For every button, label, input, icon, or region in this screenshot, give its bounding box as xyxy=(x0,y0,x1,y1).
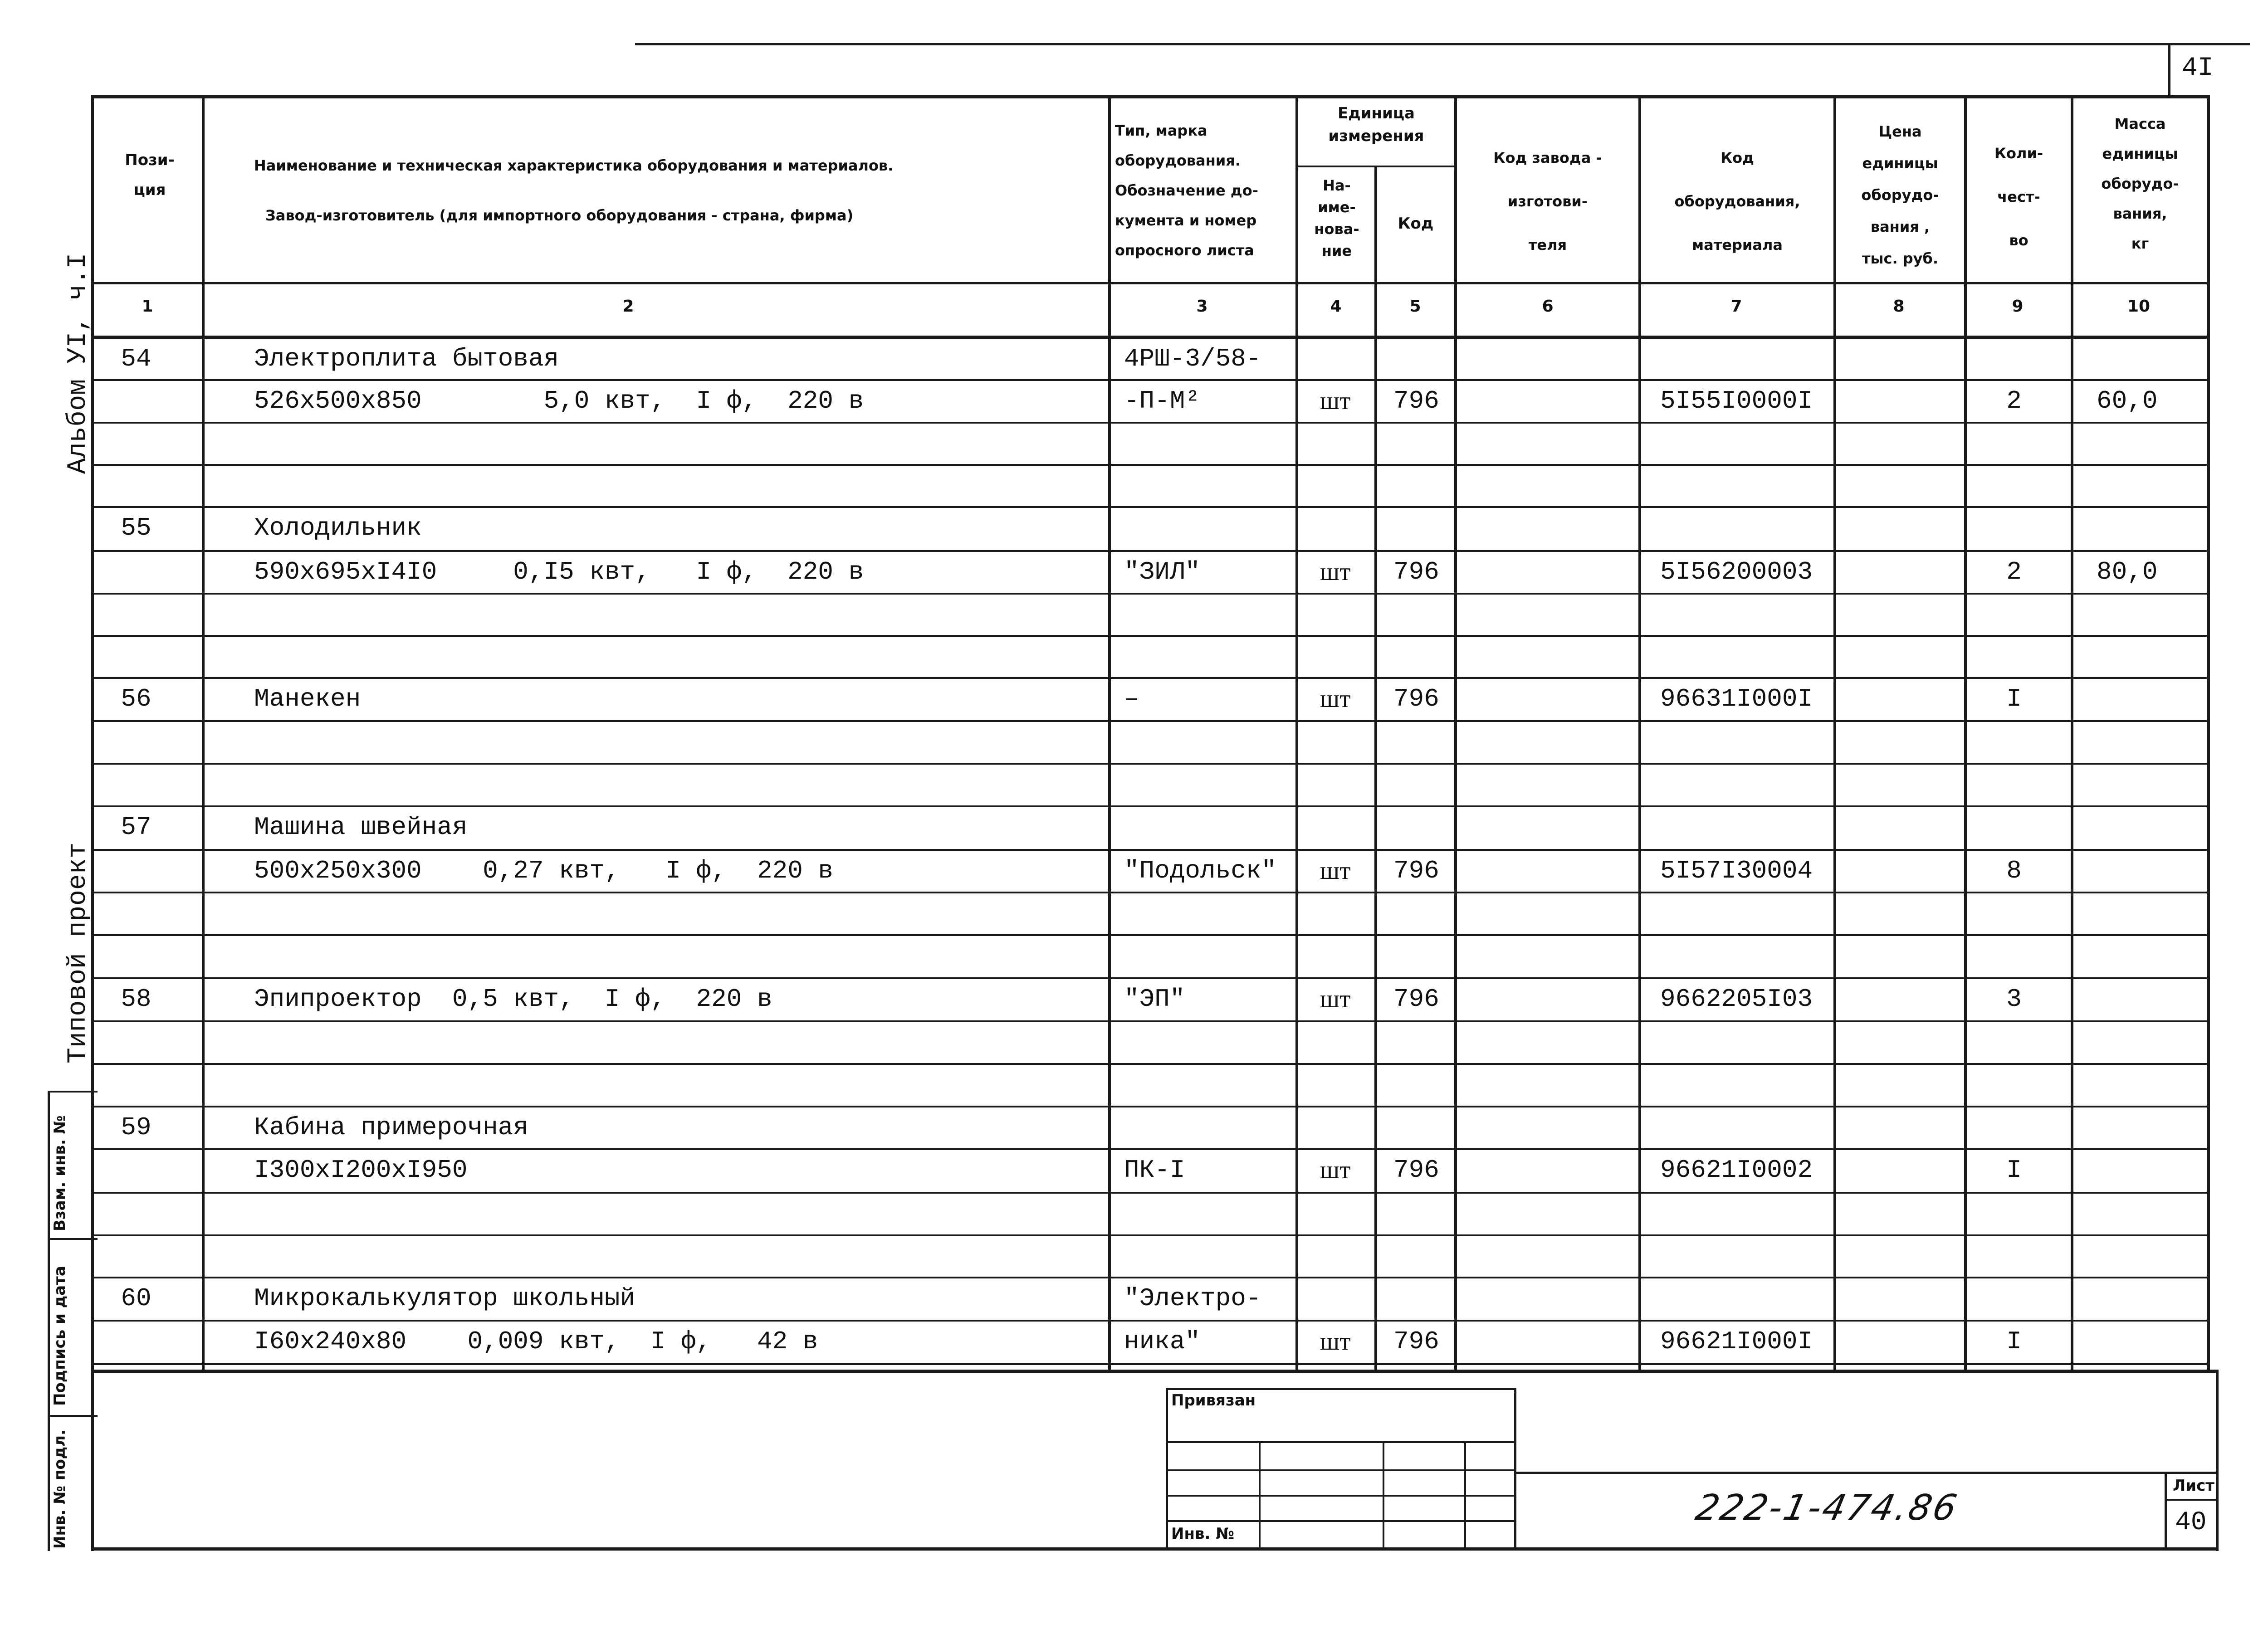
type-cell: ника" xyxy=(1124,1327,1201,1356)
name-cell: Эпипроектор 0,5 квт, I ф, 220 в xyxy=(254,985,772,1014)
header-unit-code: Код xyxy=(1398,215,1434,233)
header-price: Цена единицы оборудо- вания , тыс. руб. xyxy=(1861,123,1939,267)
unit-name-cell: шт xyxy=(1320,558,1351,586)
position-cell: 59 xyxy=(121,1113,152,1142)
quantity-cell: I xyxy=(2006,1156,2022,1185)
unit-name-cell: шт xyxy=(1320,857,1351,885)
unit-name-cell: шт xyxy=(1320,1156,1351,1184)
type-cell: ПК-I xyxy=(1124,1156,1185,1185)
position-cell: 56 xyxy=(121,684,152,713)
sheet-number: 40 xyxy=(2175,1508,2207,1537)
equipment-code-cell: 5I57I30004 xyxy=(1660,856,1813,885)
album-label: Альбом УI, ч.I xyxy=(64,253,93,474)
name-cell: Манекен xyxy=(254,684,361,713)
quantity-cell: I xyxy=(2006,1327,2022,1356)
type-cell: – xyxy=(1124,684,1139,713)
equipment-code-cell: 96621I0002 xyxy=(1660,1156,1813,1185)
equipment-code-cell: 5I55I0000I xyxy=(1660,386,1813,415)
name-cell: 526х500х850 5,0 квт, I ф, 220 в xyxy=(254,386,864,415)
type-cell: "Электро- xyxy=(1124,1284,1261,1313)
project-label: Типовой проект xyxy=(64,842,93,1063)
position-cell: 57 xyxy=(121,813,152,842)
header-type: Тип, марка оборудования. Обозначение до- кумента и номер опросного листа xyxy=(1115,122,1258,259)
name-cell: Машина швейная xyxy=(254,813,468,842)
quantity-cell: 8 xyxy=(2006,856,2022,885)
equipment-code-cell: 5I56200003 xyxy=(1660,557,1813,586)
unit-code-cell: 796 xyxy=(1393,856,1439,885)
unit-name-cell: шт xyxy=(1320,387,1351,415)
mass-cell: 80,0 xyxy=(2097,557,2158,586)
unit-code-cell: 796 xyxy=(1393,557,1439,586)
type-cell: 4РШ-3/58- xyxy=(1124,344,1261,373)
unit-name-cell: шт xyxy=(1320,985,1351,1013)
unit-name-cell: шт xyxy=(1320,1327,1351,1356)
sheet-label: Лист xyxy=(2173,1477,2214,1495)
header-equipment-code: Код оборудования, материала xyxy=(1674,149,1800,254)
quantity-cell: 2 xyxy=(2006,557,2022,586)
header-name: Наименование и техническая характеристика оборудования и материалов. Завод-изготовитель (для импортного оборудования - страна, фирма) xyxy=(254,157,894,224)
name-cell: 590х695хI4I0 0,I5 квт, I ф, 220 в xyxy=(254,557,864,586)
header-quantity: Коли- чест- во xyxy=(1994,145,2043,249)
inventory-number-label: Инв. № xyxy=(1171,1525,1235,1543)
name-cell: 500х250х300 0,27 квт, I ф, 220 в xyxy=(254,856,834,885)
unit-code-cell: 796 xyxy=(1393,1156,1439,1185)
unit-name-cell: шт xyxy=(1320,685,1351,713)
unit-code-cell: 796 xyxy=(1393,985,1439,1014)
quantity-cell: 3 xyxy=(2006,985,2022,1014)
unit-code-cell: 796 xyxy=(1393,386,1439,415)
bound-label: Привязан xyxy=(1171,1391,1256,1410)
unit-code-cell: 796 xyxy=(1393,684,1439,713)
type-cell: "ЗИЛ" xyxy=(1124,557,1201,586)
name-cell: Холодильник xyxy=(254,513,422,542)
name-cell: Микрокалькулятор школьный xyxy=(254,1284,635,1313)
equipment-code-cell: 9662205I03 xyxy=(1660,985,1813,1014)
name-cell: I60х240х80 0,009 квт, I ф, 42 в xyxy=(254,1327,818,1356)
header-unit-group: Единица измерения xyxy=(1328,104,1424,145)
type-cell: -П-М² xyxy=(1124,386,1201,415)
document-number: 222-1-474.86 xyxy=(1692,1488,1962,1528)
position-cell: 55 xyxy=(121,513,152,542)
position-cell: 58 xyxy=(121,985,152,1014)
quantity-cell: I xyxy=(2006,684,2022,713)
replaced-inventory-label: Взам. инв. № xyxy=(51,1115,69,1231)
quantity-cell: 2 xyxy=(2006,386,2022,415)
original-inventory-label: Инв. № подл. xyxy=(51,1429,69,1549)
name-cell: Кабина примерочная xyxy=(254,1113,528,1142)
document-page: 4I Пози- ция Наименование и техническая характеристика оборудования и материалов. Завод-изготовитель (для импортного оборудования - страна, фирма) Тип, марка оборудования. Обозначение до- кумента и номер опросного листа Единица измерения На- име- нова- ние Код Код завода - изготови- теля Код оборудования, материала Цена единицы оборудо- вания , тыс. руб. Коли- чест- во Масса единицы оборудо- вания, кг 1 2 3 4 5 6 7 8 9 10 54 Электроплита бытовая 4РШ-3/58- 526х500х850 5,0 квт, I ф, 220 в -П-М² шт 796 5I55I0000I 2 60,0 55 Холодильник 590х695хI4I0 0,I5 квт, I ф, 220 в "ЗИЛ" шт 796 5I56200003 2 80,0 56 Манекен – шт 796 96631I000I I 57 Машина швейная 500х250х300 0,27 квт, I ф, 220 в "Подольск" шт 796 5I57I30004 8 58 Эпипроектор 0,5 квт, I ф, 220 в "ЭП" шт 796 9662205I03 3 59 Кабина примерочная I300хI200хI950 ПК-I шт 796 96621I0002 I 60 Микрокалькулятор школьный "Электро- I60х240х80 0,009 квт, I ф, 42 в ника" шт 796 96621I000I I Альбом УI, ч.I Типовой проект Взам. инв. № Подпись и дата Инв. № подл. Привязан Инв. № 222-1-474.86 Лист 40 xyxy=(0,0,2268,1634)
mass-cell: 60,0 xyxy=(2097,386,2158,415)
equipment-code-cell: 96621I000I xyxy=(1660,1327,1813,1356)
type-cell: "ЭП" xyxy=(1124,985,1185,1014)
page-number-top: 4I xyxy=(2182,54,2214,83)
position-cell: 54 xyxy=(121,344,152,373)
header-factory-code: Код завода - изготови- теля xyxy=(1493,149,1602,254)
header-mass: Масса единицы оборудо- вания, кг xyxy=(2101,115,2179,252)
type-cell: "Подольск" xyxy=(1124,856,1277,885)
position-cell: 60 xyxy=(121,1284,152,1313)
equipment-code-cell: 96631I000I xyxy=(1660,684,1813,713)
unit-code-cell: 796 xyxy=(1393,1327,1439,1356)
header-position: Пози- ция xyxy=(125,151,175,199)
name-cell: I300хI200хI950 xyxy=(254,1156,468,1185)
header-unit-name: На- име- нова- ние xyxy=(1314,177,1359,259)
name-cell: Электроплита бытовая xyxy=(254,344,559,373)
signature-date-label: Подпись и дата xyxy=(51,1266,69,1406)
